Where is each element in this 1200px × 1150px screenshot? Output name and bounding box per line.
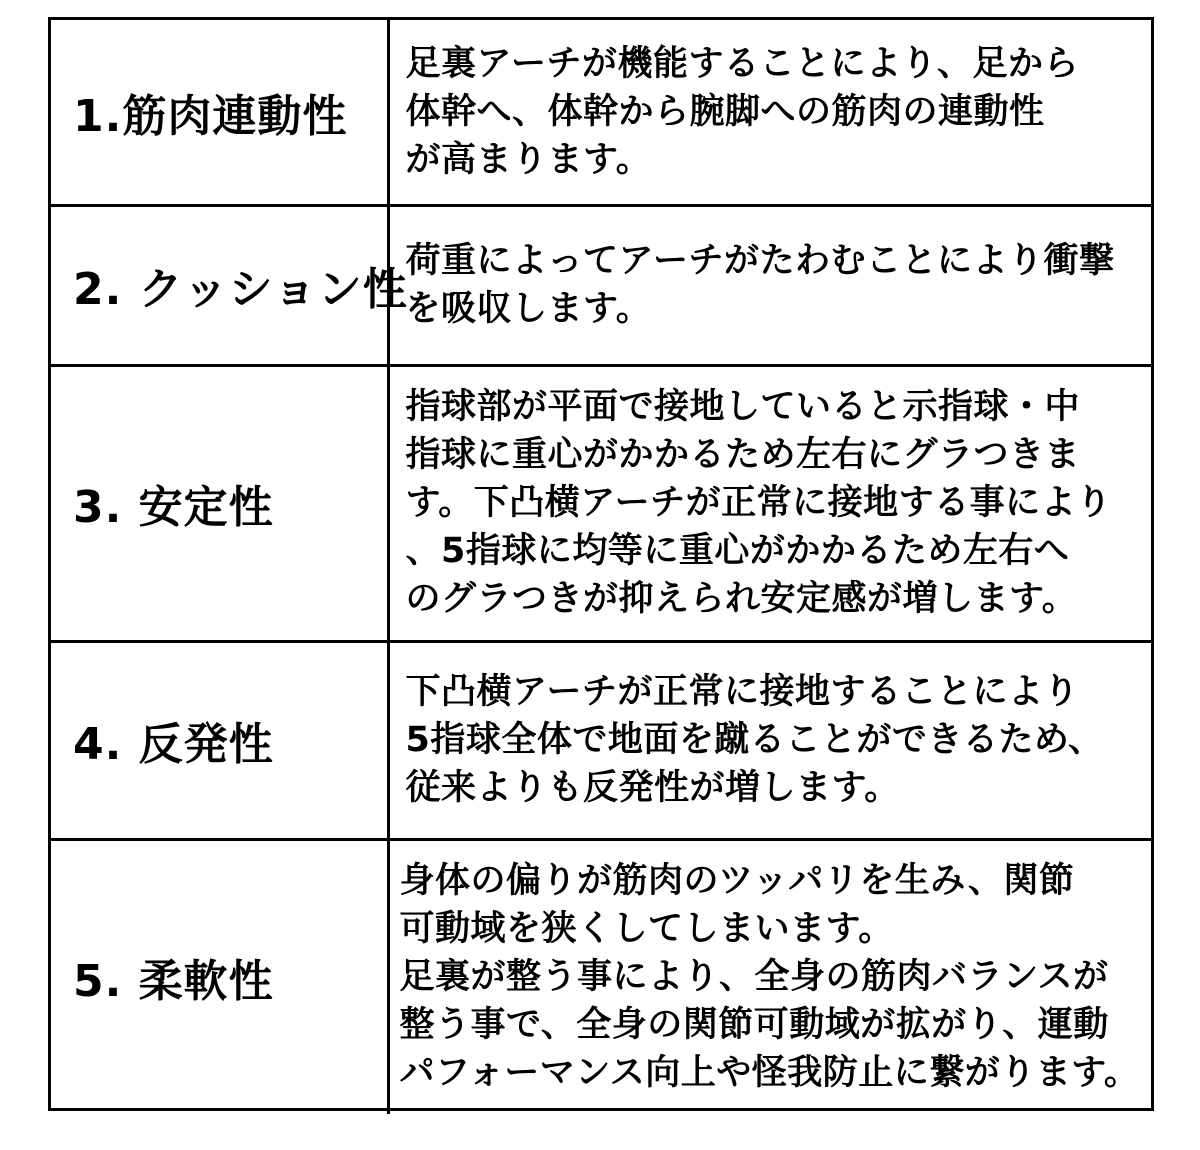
table-row	[51, 641, 1151, 839]
row-label-cushioning: 2. クッション性	[51, 205, 388, 365]
row-label-muscle-linkage: 1.筋肉連動性	[51, 20, 388, 205]
row-description-cushioning: 荷重によってアーチがたわむことにより衝撃 を吸収します。	[388, 205, 1151, 365]
row-description-muscle-linkage: 足裏アーチが機能することにより、足から 体幹へ、体幹から腕脚への筋肉の連動性 が高まります。	[388, 20, 1151, 205]
row-label-flexibility: 5. 柔軟性	[51, 839, 388, 1114]
table-row	[51, 839, 1151, 1114]
table-row	[51, 205, 1151, 365]
row-description-resilience: 下凸横アーチが正常に接地することにより 5指球全体で地面を蹴ることができるため、 従来よりも反発性が増します。	[388, 641, 1151, 839]
table-row	[51, 365, 1151, 641]
row-label-stability: 3. 安定性	[51, 365, 388, 641]
benefits-table-grid	[51, 20, 1151, 1114]
row-description-stability: 指球部が平面で接地していると示指球・中 指球に重心がかかるため左右にグラつきま す。下凸横アーチが正常に接地する事により 、5指球に均等に重心がかかるため左右へ のグラつきが抑えられ安定感が増します。	[388, 365, 1151, 641]
table-row	[51, 20, 1151, 205]
arch-benefits-table	[48, 17, 1154, 1111]
row-label-resilience: 4. 反発性	[51, 641, 388, 839]
row-description-flexibility: 身体の偏りが筋肉のツッパリを生み、関節 可動域を狭くしてしまいます。 足裏が整う事により、全身の筋肉バランスが 整う事で、全身の関節可動域が拡がり、運動 パフォーマンス向上や怪我防止に繋がります。	[388, 839, 1151, 1114]
